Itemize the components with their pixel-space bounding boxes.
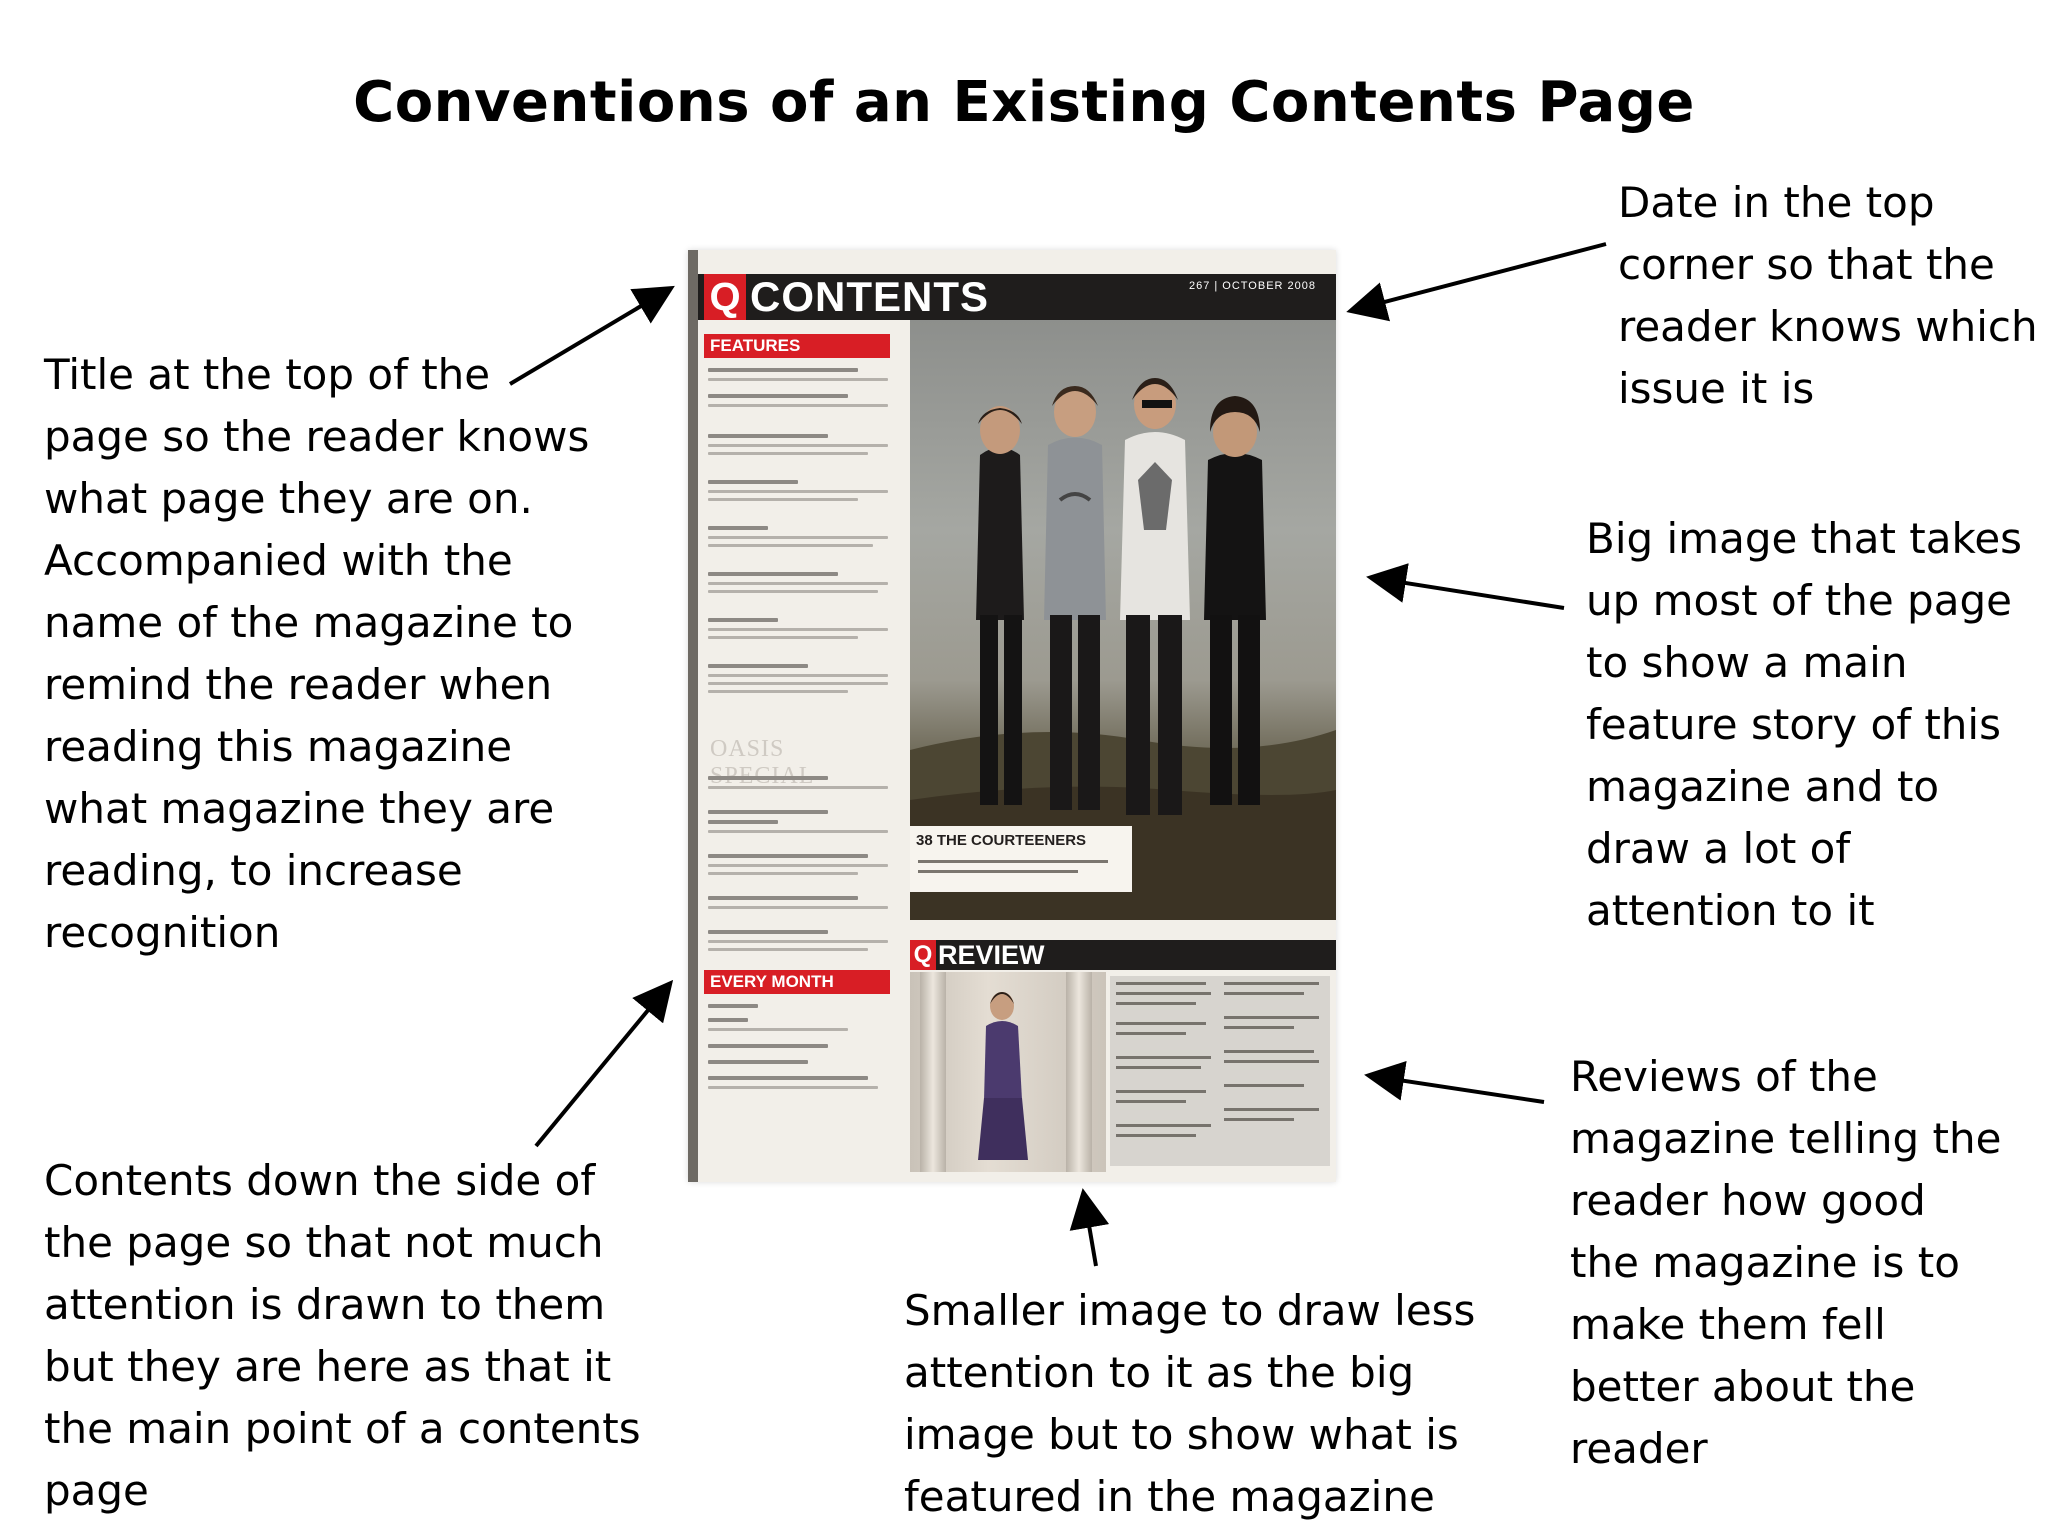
review-heading: REVIEW — [938, 940, 1045, 970]
smaller-image-annotation: Smaller image to draw less attention to it as the big image but to show what is featured in the magazine — [904, 1286, 1476, 1521]
issue-date: 267 | OCTOBER 2008 — [1188, 280, 1316, 292]
magazine-logo: Q — [704, 274, 746, 320]
every-month-section-label: EVERY MONTH — [704, 970, 890, 994]
title-arrow — [510, 290, 668, 384]
oasis-special-label: OASIS — [710, 736, 785, 762]
big-image-arrow — [1374, 578, 1564, 608]
review-logo: Q — [910, 940, 936, 970]
big-image-annotation: Big image that takes up most of the page to show a main feature story of this magazine and to draw a lot of attention to it — [1586, 514, 2023, 935]
cover-story-title: 38 THE COURTEENERS — [916, 832, 1087, 849]
date-annotation: Date in the top corner so that the reader knows which issue it is — [1618, 178, 2038, 413]
contents-arrow — [536, 986, 668, 1146]
reviews-arrow — [1372, 1076, 1544, 1102]
contents-annotation: Contents down the side of the page so that not much attention is drawn to them but they are here as that it the main point of a contents page — [44, 1156, 641, 1515]
page-title: Conventions of an Existing Contents Page — [353, 70, 1695, 135]
title-annotation: Title at the top of the page so the reader knows what page they are on. Accompanied with the name of the magazine to remind the reader when reading this magazine what magazine they are reading, to increase recognition — [44, 350, 590, 957]
smaller-image-arrow — [1084, 1196, 1096, 1266]
features-section-label: FEATURES — [704, 334, 890, 358]
contents-heading: CONTENTS — [750, 273, 989, 320]
reviews-annotation: Reviews of the magazine telling the reader how good the magazine is to make them fell better about the reader — [1570, 1052, 2002, 1473]
date-arrow — [1354, 244, 1606, 310]
